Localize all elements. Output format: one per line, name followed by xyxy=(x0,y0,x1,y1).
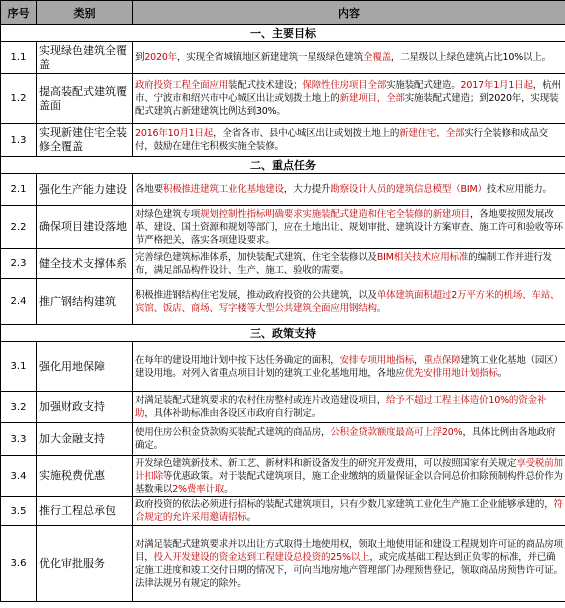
row-content xyxy=(133,342,565,392)
content-text: 装配式技术建设； xyxy=(228,80,303,91)
content-text: 各地要 xyxy=(135,184,163,195)
highlight-text: 全覆盖 xyxy=(363,52,391,63)
content-text: 完善绿色建筑标准体系，加快装配式建筑、住宅全装修以及 xyxy=(135,251,377,263)
row-content xyxy=(133,456,565,497)
row-content xyxy=(133,206,565,249)
highlight-text: 规划控制性指标明确要求实施装配式建造和住宅全装修的新建项目 xyxy=(200,208,470,220)
row-category: 提高装配式建筑覆盖面 xyxy=(37,74,133,124)
content-text: ，实现全省城镇地区新建建筑一星级绿色建筑 xyxy=(177,52,364,63)
content-text: 。 xyxy=(497,367,508,379)
highlight-text: 符合规定的允许采用邀请招标 xyxy=(135,499,563,523)
highlight-text: 2020年 xyxy=(144,52,177,63)
row-category: 加大金融支持 xyxy=(37,423,133,456)
row-content xyxy=(133,497,565,526)
header-number: 序号 xyxy=(1,1,37,25)
row-number: 2.3 xyxy=(1,249,37,279)
row-number: 3.1 xyxy=(1,342,37,392)
row-number: 3.6 xyxy=(1,526,37,602)
row-category: 推行工程总承包 xyxy=(37,497,133,526)
content-text: ，具体比例由各地政府确定。 xyxy=(135,427,556,451)
highlight-text: 2017年1月1日起 xyxy=(460,80,533,91)
row-category: 强化用地保障 xyxy=(37,342,133,392)
highlight-text: 保障性住房项目全部 xyxy=(302,80,387,91)
row-category: 强化生产能力建设 xyxy=(37,174,133,206)
row-number: 2.4 xyxy=(1,279,37,325)
highlight-text: 优先安排用地计划指标 xyxy=(404,367,498,379)
table-row xyxy=(1,74,565,124)
table-row xyxy=(1,42,565,74)
section-header-policy xyxy=(1,325,565,342)
row-category: 健全技术支撑体系 xyxy=(37,249,133,279)
row-number: 3.2 xyxy=(1,392,37,423)
content-text: 对满足装配式建筑要求并以出让方式取得土地使用权，领取土地使用证和建设工程规划许可证的商品房项目， xyxy=(135,538,563,563)
row-content xyxy=(133,249,565,279)
row-content xyxy=(133,124,565,157)
table-row xyxy=(1,174,565,206)
row-number: 1.3 xyxy=(1,124,37,157)
content-text: 到 xyxy=(135,52,145,63)
section-title: 一、主要目标 xyxy=(1,25,565,42)
row-number: 3.5 xyxy=(1,497,37,526)
content-text: 建筑工业化基地（园区）建设用地。对列入省重点项目计划的建筑工业化基地用地，各地应 xyxy=(135,354,563,379)
table-row xyxy=(1,497,565,526)
highlight-text: 2%费率计取 xyxy=(172,483,225,495)
row-number: 3.3 xyxy=(1,423,37,456)
content-text: ，或完成基础工程达到正负零的标准，并已确定施工进度和竣工交付日期的情况下，可向当地房地产管理部门办理预售登记，领取商品房预售许可证。法律法规另有规定的除外。 xyxy=(135,551,563,589)
content-text: 积极推进钢结构住宅发展，推动政府投资的公共建筑，以及 xyxy=(135,289,377,301)
highlight-text: 勘察设计人员的建筑信息模型（BIM） xyxy=(330,184,487,195)
content-text: 实施装配式建造。 xyxy=(386,80,461,91)
header-category: 类别 xyxy=(37,1,133,25)
row-content xyxy=(133,279,565,325)
row-category: 实施税费优惠 xyxy=(37,456,133,497)
highlight-text: 新建项目，全部 xyxy=(339,93,405,104)
row-number: 2.1 xyxy=(1,174,37,206)
content-text: 实施装配式建造；到2020年，实现装配式建筑占新建建筑比例达到30%。 xyxy=(135,93,559,117)
row-content xyxy=(133,42,565,74)
section-header-goals xyxy=(1,25,565,42)
row-category: 确保项目建设落地 xyxy=(37,206,133,249)
content-text: ，杭州市、宁波市和绍兴市中心城区出让或划拨土地上的 xyxy=(135,80,561,104)
content-text: 政府投资的依法必须进行招标的装配式建筑项目，只有少数几家建筑工业化生产施工企业能够承建的， xyxy=(135,499,554,510)
section-title: 三、政策支持 xyxy=(1,325,565,342)
content-text: 。 xyxy=(224,483,234,495)
table-row xyxy=(1,279,565,325)
table-row xyxy=(1,342,565,392)
highlight-text: 政府投资工程全面应用 xyxy=(135,80,229,91)
row-category: 实现新建住宅全装修全覆盖 xyxy=(37,124,133,157)
highlight-text: 新建住宅，全部 xyxy=(399,128,465,139)
table-row xyxy=(1,423,565,456)
row-content xyxy=(133,526,565,602)
content-text: 开发绿色建筑新技术、新工艺、新材料和新设备发生的研究开发费用，可以按照国家有关规定 xyxy=(135,457,517,469)
row-category: 推广钢结构建筑 xyxy=(37,279,133,325)
highlight-text: BIM相关技术应用标准 xyxy=(376,251,469,263)
table-row xyxy=(1,456,565,497)
content-text: ，二星级以上绿色建筑占比10%以上。 xyxy=(390,52,551,63)
highlight-text: 2016年10月1日起 xyxy=(135,128,214,139)
header-content: 内容 xyxy=(133,1,565,25)
row-number: 1.2 xyxy=(1,74,37,124)
content-text: 对绿色建筑专项 xyxy=(135,208,201,220)
content-text: 使用住房公积金贷款购买装配式建筑的商品房， xyxy=(135,427,331,438)
section-header-tasks xyxy=(1,157,565,174)
content-text: ，具体补助标准由各设区市政府自行制定。 xyxy=(144,408,322,419)
content-text: ，全省各市、县中心城区出让或划拨土地上的 xyxy=(213,128,400,139)
table-row xyxy=(1,249,565,279)
content-text: ，各地要按照发展改革、建设、国土资源和规划等部门，应在土地出让、规划审批、建筑设计方案审查、施工许可和验收等环节严格把关，落实各项建设要求。 xyxy=(135,208,563,246)
highlight-text: 公积金贷款额度最高可上浮20% xyxy=(330,427,463,438)
content-text: 等优惠政策。对于装配式建筑项目，施工企业缴纳的质量保证金以合同总价扣除预制构件总价作为基数乘以 xyxy=(135,470,563,495)
row-number: 3.4 xyxy=(1,456,37,497)
table-row xyxy=(1,392,565,423)
row-number: 1.1 xyxy=(1,42,37,74)
row-content xyxy=(133,174,565,206)
highlight-text: 给予不超过工程主体造价10%的资金补助 xyxy=(135,395,547,419)
highlight-text: 投入开发建设的资金达到工程建设总投资的25%以上 xyxy=(153,551,370,563)
row-content xyxy=(133,74,565,124)
content-text: 实行全装修和成品交付，鼓励在建住宅积极实施全装修。 xyxy=(135,128,548,152)
table-row xyxy=(1,124,565,157)
content-text: ，大力提升 xyxy=(283,184,331,195)
row-content xyxy=(133,423,565,456)
row-number: 2.2 xyxy=(1,206,37,249)
row-category: 实现绿色建筑全覆盖 xyxy=(37,42,133,74)
highlight-text: 享受税前加计扣除 xyxy=(135,457,563,482)
content-text: 对满足装配式建筑要求的农村住房整村或连片改造建设项目， xyxy=(135,395,387,406)
row-category: 加强财政支持 xyxy=(37,392,133,423)
content-text: 的编制工作并进行发布，满足部品构件设计、生产、施工、验收的需要。 xyxy=(135,251,552,276)
highlight-text: 单体建筑面积超过2万平方米的机场、车站、宾馆、饭店、商场、写字楼等大型公共建筑全面应用钢结构。 xyxy=(135,289,560,314)
content-text: 技术应用能力。 xyxy=(486,184,552,195)
content-text: ， xyxy=(414,354,424,366)
highlight-text: 重点保障 xyxy=(423,354,461,366)
content-text: 在每年的建设用地计划中按下达任务确定的面积， xyxy=(135,354,340,366)
table-header-row xyxy=(1,1,565,25)
table-row xyxy=(1,526,565,602)
content-text: 。 xyxy=(246,512,256,523)
highlight-text: 积极推进建筑工业化基地建设 xyxy=(162,184,284,195)
table-row xyxy=(1,206,565,249)
row-category: 优化审批服务 xyxy=(37,526,133,602)
section-title: 二、重点任务 xyxy=(1,157,565,174)
highlight-text: 安排专项用地指标 xyxy=(339,354,415,366)
row-content xyxy=(133,392,565,423)
